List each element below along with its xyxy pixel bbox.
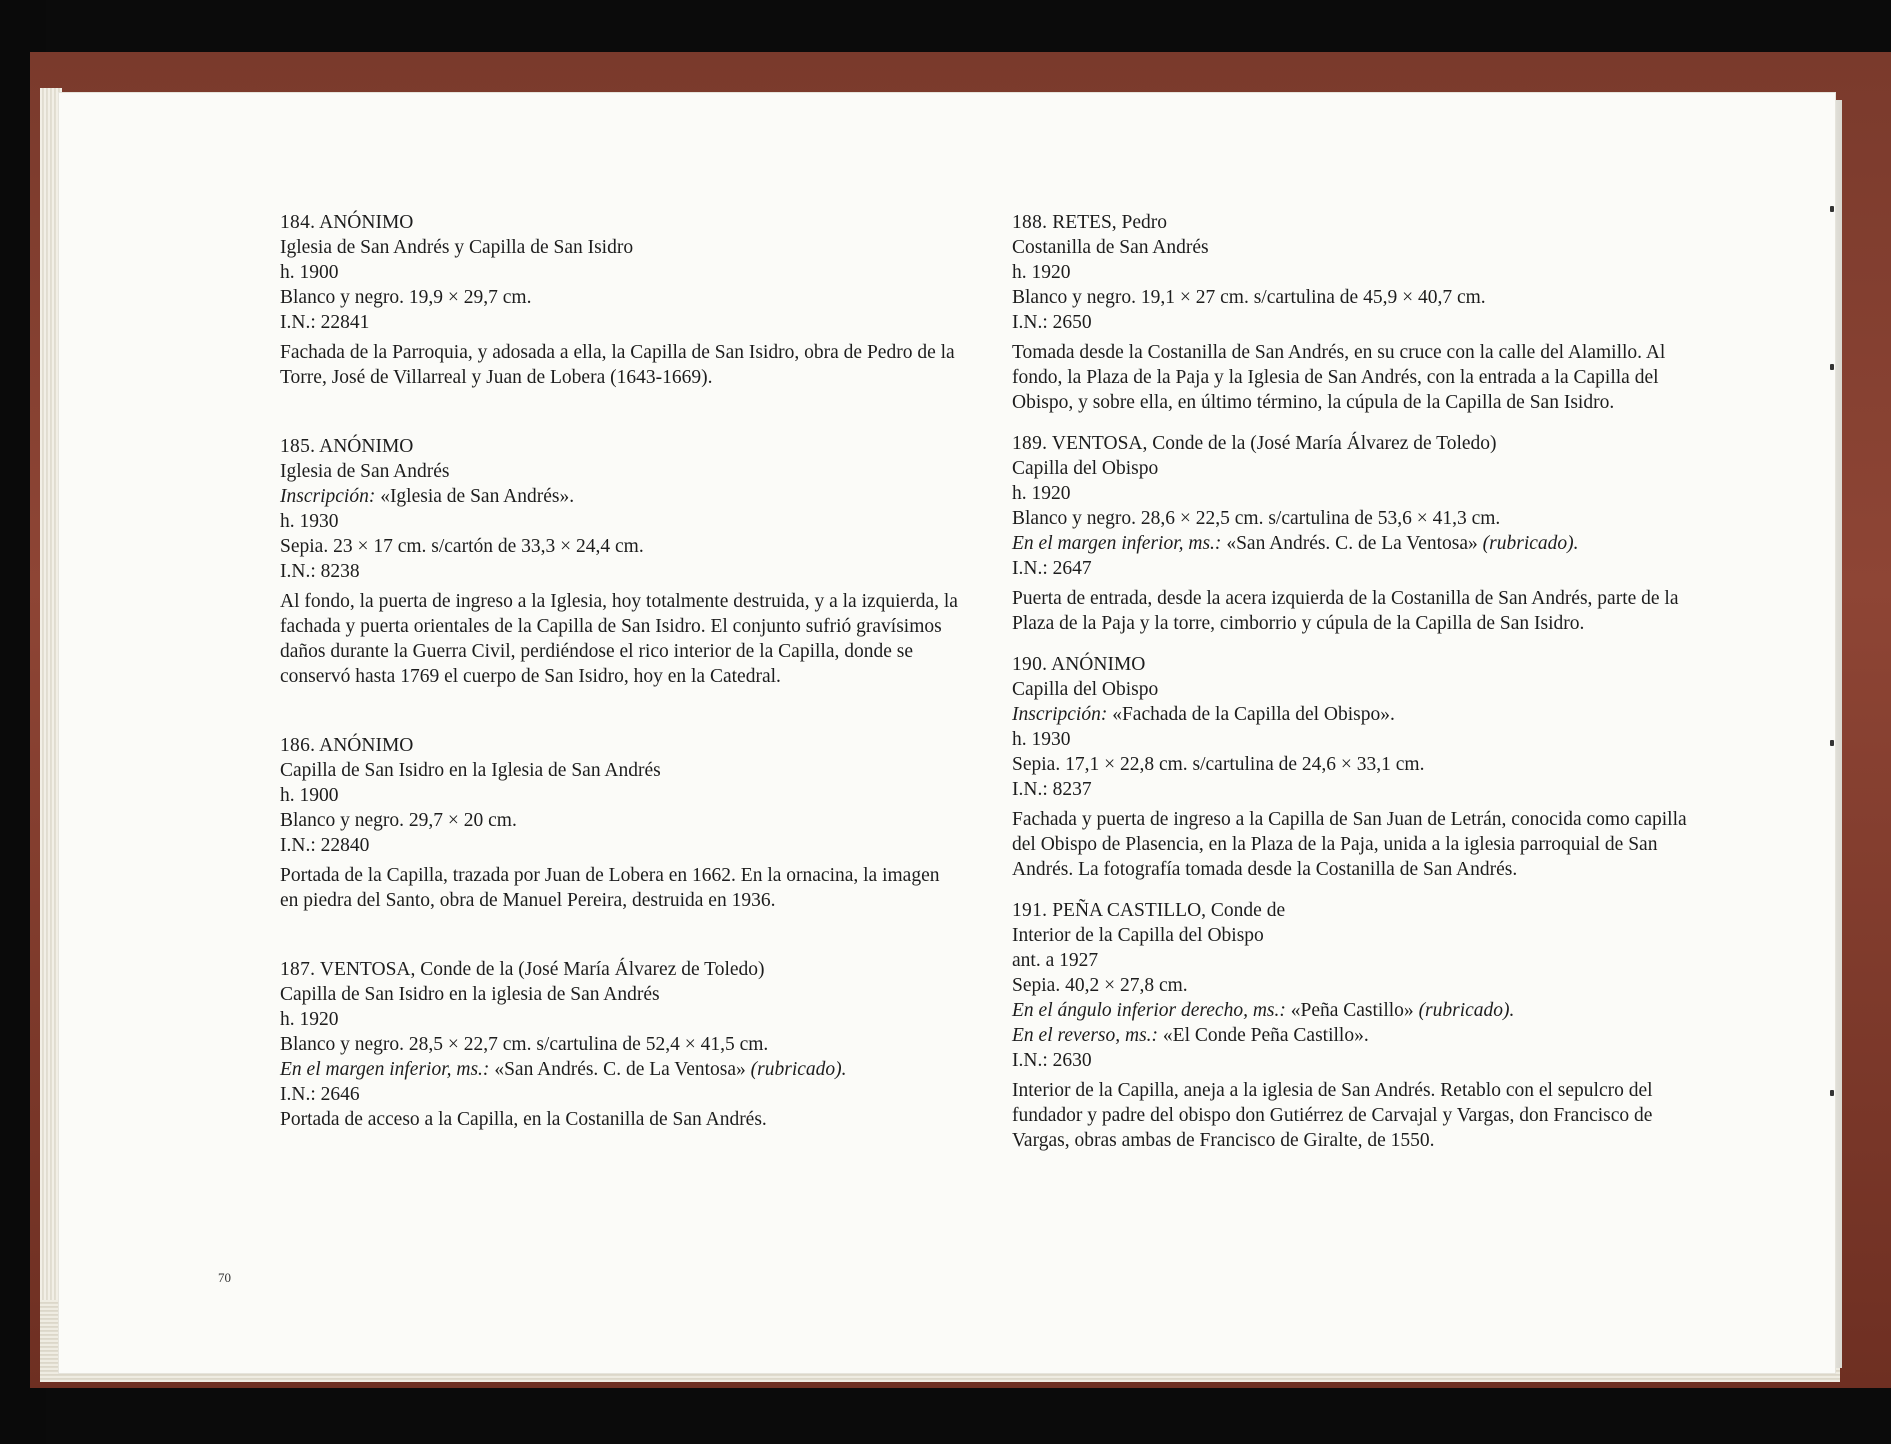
entry-number: 187. <box>280 959 316 980</box>
entry-number: 186. <box>280 735 316 756</box>
margin-note-text: «Peña Castillo» <box>1290 1000 1414 1021</box>
entry-author: ANÓNIMO <box>319 212 414 233</box>
page-number: 70 <box>218 1270 231 1285</box>
margin-note-suffix: (rubricado). <box>1418 1000 1515 1021</box>
catalog-entry-190 <box>1012 652 1702 882</box>
margin-mark <box>1830 740 1834 746</box>
entry-number: 184. <box>280 212 316 233</box>
entry-title: Capilla de San Isidro en la Iglesia de San Andrés <box>280 760 661 781</box>
entry-description: Al fondo, la puerta de ingreso a la Iglesia, hoy totalmente destruida, y a la izquierda, la fachada y puerta orientales de la Capilla de San Isidro. El conjunto sufrió gravísimos daños durante la Guerra Civil, perdiéndose el rico interior de la Capilla, donde se conservó hasta 1769 el cuerpo de San Isidro, hoy en la Catedral. <box>280 591 958 687</box>
entry-date: h. 1900 <box>280 785 339 806</box>
entry-inventory: I.N.: 2647 <box>1012 558 1092 579</box>
entry-title: Iglesia de San Andrés <box>280 461 450 482</box>
entry-date: h. 1920 <box>1012 483 1071 504</box>
entry-technique: Blanco y negro. 19,9 × 29,7 cm. <box>280 287 532 308</box>
entry-technique: Sepia. 17,1 × 22,8 cm. s/cartulina de 24,6 × 33,1 cm. <box>1012 754 1425 775</box>
entry-description: Interior de la Capilla, aneja a la iglesia de San Andrés. Retablo con el sepulcro del fundador y padre del obispo don Gutiérrez de Carvajal y Vargas, don Francisco de Vargas, obras ambas de Francisco de Giralte, de 1550. <box>1012 1080 1653 1151</box>
right-column <box>1012 210 1702 1153</box>
entry-author: ANÓNIMO <box>319 735 414 756</box>
inscription-text: «Fachada de la Capilla del Obispo». <box>1112 704 1395 725</box>
entry-description: Puerta de entrada, desde la acera izquierda de la Costanilla de San Andrés, parte de la Plaza de la Paja y la torre, cimborrio y cúpula de la Capilla de San Isidro. <box>1012 588 1679 634</box>
entry-author: RETES, Pedro <box>1052 212 1168 233</box>
margin-note-label: En el ángulo inferior derecho, ms.: <box>1012 1000 1286 1021</box>
entry-technique: Blanco y negro. 29,7 × 20 cm. <box>280 810 517 831</box>
catalog-entry-191 <box>1012 898 1702 1153</box>
margin-mark <box>1830 206 1834 212</box>
margin-note-suffix: (rubricado). <box>750 1059 847 1080</box>
catalog-entry-187 <box>280 957 960 1132</box>
catalog-entry-184 <box>280 210 960 390</box>
entry-title: Capilla del Obispo <box>1012 679 1159 700</box>
inscription-label: Inscripción: <box>280 486 376 507</box>
entry-date: h. 1900 <box>280 262 339 283</box>
entry-technique: Blanco y negro. 28,5 × 22,7 cm. s/cartulina de 52,4 × 41,5 cm. <box>280 1034 769 1055</box>
entry-title: Iglesia de San Andrés y Capilla de San Isidro <box>280 237 634 258</box>
entry-inventory: I.N.: 22841 <box>280 312 370 333</box>
entry-description: Fachada de la Parroquia, y adosada a ella, la Capilla de San Isidro, obra de Pedro de la Torre, José de Villarreal y Juan de Lobera (1643-1669). <box>280 342 955 388</box>
catalog-entry-186 <box>280 733 960 913</box>
entry-date: h. 1920 <box>280 1009 339 1030</box>
entry-description: Fachada y puerta de ingreso a la Capilla de San Juan de Letrán, conocida como capilla del Obispo de Plasencia, en la Plaza de la Paja, unida a la iglesia parroquial de San Andrés. La fotografía tomada desde la Costanilla de San Andrés. <box>1012 809 1687 880</box>
entry-date: h. 1930 <box>1012 729 1071 750</box>
inscription-label: Inscripción: <box>1012 704 1108 725</box>
catalog-entry-188 <box>1012 210 1702 415</box>
reverse-label: En el reverso, ms.: <box>1012 1025 1159 1046</box>
inscription-text: «Iglesia de San Andrés». <box>380 486 575 507</box>
entry-title: Interior de la Capilla del Obispo <box>1012 925 1264 946</box>
left-column <box>280 210 960 1132</box>
catalog-entry-189 <box>1012 431 1702 636</box>
catalog-entry-185 <box>280 434 960 689</box>
entry-description: Portada de la Capilla, trazada por Juan de Lobera en 1662. En la ornacina, la imagen en piedra del Santo, obra de Manuel Pereira, destruida en 1936. <box>280 865 940 911</box>
entry-title: Capilla del Obispo <box>1012 458 1159 479</box>
entry-inventory: I.N.: 2646 <box>280 1084 360 1105</box>
entry-title: Capilla de San Isidro en la iglesia de San Andrés <box>280 984 660 1005</box>
entry-date: h. 1930 <box>280 511 339 532</box>
entry-inventory: I.N.: 2630 <box>1012 1050 1092 1071</box>
entry-author: ANÓNIMO <box>1051 654 1146 675</box>
entry-author: VENTOSA, Conde de la (José María Álvarez de Toledo) <box>319 959 765 980</box>
entry-technique: Blanco y negro. 28,6 × 22,5 cm. s/cartulina de 53,6 × 41,3 cm. <box>1012 508 1501 529</box>
entry-number: 185. <box>280 436 316 457</box>
reverse-text: «El Conde Peña Castillo». <box>1162 1025 1369 1046</box>
entry-number: 190. <box>1012 654 1048 675</box>
margin-note-text: «San Andrés. C. de La Ventosa» <box>1226 533 1478 554</box>
entry-technique: Sepia. 23 × 17 cm. s/cartón de 33,3 × 24,4 cm. <box>280 536 644 557</box>
entry-title: Costanilla de San Andrés <box>1012 237 1209 258</box>
entry-description: Portada de acceso a la Capilla, en la Costanilla de San Andrés. <box>280 1109 767 1130</box>
margin-note-text: «San Andrés. C. de La Ventosa» <box>494 1059 746 1080</box>
entry-number: 189. <box>1012 433 1048 454</box>
entry-inventory: I.N.: 8238 <box>280 561 360 582</box>
entry-inventory: I.N.: 8237 <box>1012 779 1092 800</box>
margin-mark <box>1830 1090 1834 1096</box>
entry-number: 191. <box>1012 900 1048 921</box>
entry-technique: Sepia. 40,2 × 27,8 cm. <box>1012 975 1188 996</box>
margin-note-suffix: (rubricado). <box>1482 533 1579 554</box>
entry-inventory: I.N.: 22840 <box>280 835 370 856</box>
entry-author: PEÑA CASTILLO, Conde de <box>1052 900 1286 921</box>
entry-number: 188. <box>1012 212 1048 233</box>
entry-description: Tomada desde la Costanilla de San Andrés, en su cruce con la calle del Alamillo. Al fondo, la Plaza de la Paja y la Iglesia de San Andrés, con la entrada a la Capilla del Obispo, y sobre ella, en último término, la cúpula de la Capilla de San Isidro. <box>1012 342 1666 413</box>
entry-author: ANÓNIMO <box>319 436 414 457</box>
entry-date: h. 1920 <box>1012 262 1071 283</box>
entry-technique: Blanco y negro. 19,1 × 27 cm. s/cartulina de 45,9 × 40,7 cm. <box>1012 287 1486 308</box>
entry-author: VENTOSA, Conde de la (José María Álvarez de Toledo) <box>1051 433 1497 454</box>
margin-mark <box>1830 364 1834 370</box>
entry-inventory: I.N.: 2650 <box>1012 312 1092 333</box>
margin-note-label: En el margen inferior, ms.: <box>280 1059 490 1080</box>
margin-note-label: En el margen inferior, ms.: <box>1012 533 1222 554</box>
entry-date: ant. a 1927 <box>1012 950 1099 971</box>
